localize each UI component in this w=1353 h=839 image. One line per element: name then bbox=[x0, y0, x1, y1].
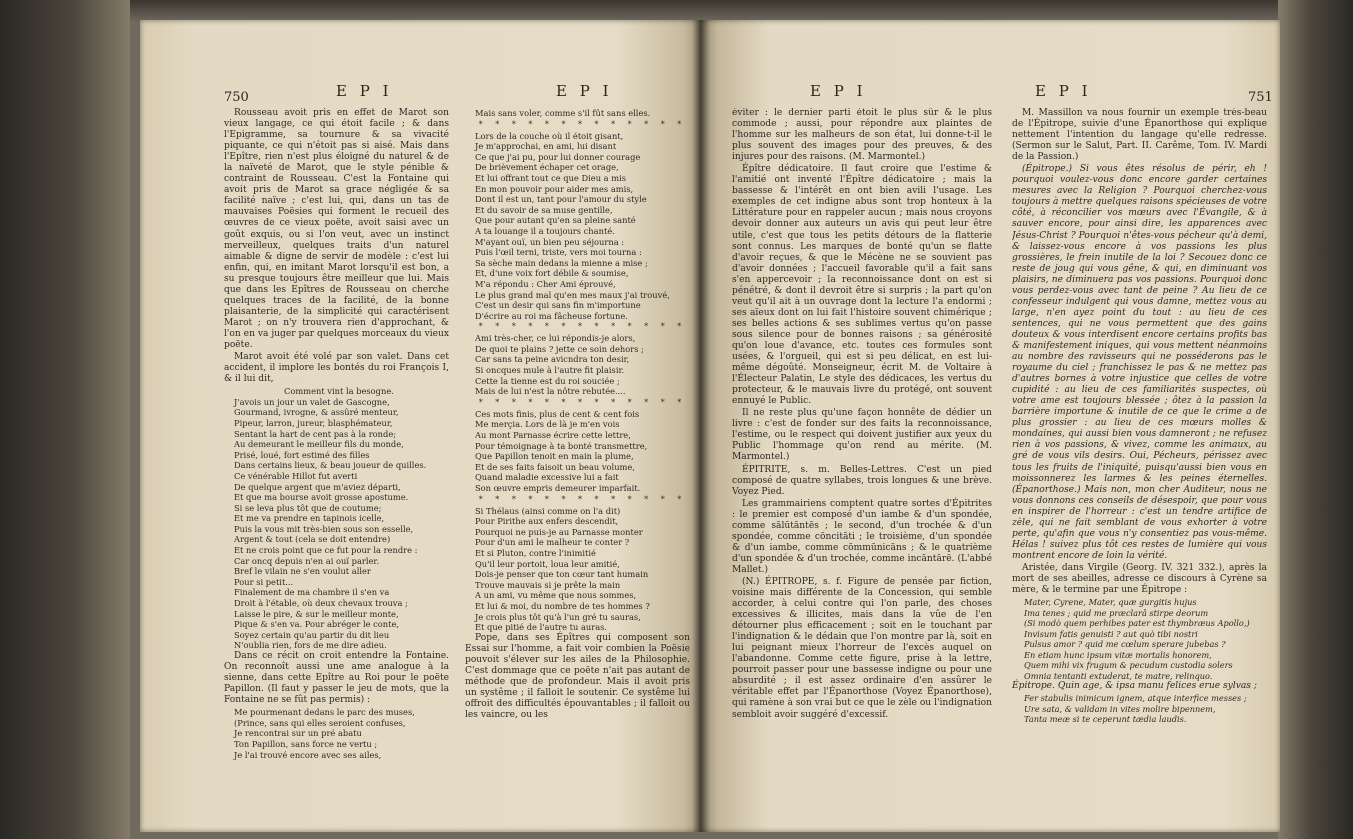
asterism-divider: * * * * * * * * * * * * * bbox=[478, 494, 687, 504]
verse-line: De quoi te plains ? jette ce soin dehors ; bbox=[475, 343, 644, 354]
verse-line: Pipeur, larron, jureur, blasphémateur, bbox=[234, 417, 393, 428]
verse-line: Soyez certain qu'au partir du dit lieu bbox=[234, 629, 390, 640]
verse-line: Dans certains lieux, & beau joueur de quilles. bbox=[234, 460, 427, 471]
paragraph: Marot avoit été volé par son valet. Dans cet accident, il implore les bontés du roi François I, & il lui dit, bbox=[224, 352, 449, 385]
verse-line: Et ne crois point que ce fut pour la rendre : bbox=[234, 545, 418, 556]
verse-line: Pourquoi ne puis-je au Parnasse monter bbox=[475, 526, 643, 537]
right-header-1: E P I bbox=[810, 82, 867, 100]
right-column-2 bbox=[1012, 108, 1267, 832]
verse-line: Puis l'œil terni, triste, vers moi tourna : bbox=[475, 247, 642, 258]
verse-line: Ces mots finis, plus de cent & cent fois bbox=[475, 408, 640, 419]
verse-line: Je l'ai trouvé encore avec ses ailes, bbox=[234, 749, 382, 760]
verse-line: Gourmand, ivrogne, & assûré menteur, bbox=[234, 407, 399, 418]
latin-line: Omnia tentanti extuderat, te matre, relinquo. bbox=[1024, 670, 1213, 681]
latin-line: Ima tenes ; quid me præclarâ stirpe deorum bbox=[1024, 607, 1209, 618]
paragraph: Dans ce récit on croit entendre la Fontaine. On reconnoît aussi une ame analogue à la sienne, dans cette Epître au Roi pour le poëte Papillon. (Il faut y passer le jeu de mots, que la Fontaine ne se fût pas permis) : bbox=[224, 651, 449, 706]
verse-line: Que Papillon tenoit en main la plume, bbox=[475, 451, 634, 462]
verse-line: Pour Pirithe aux enfers descendit, bbox=[475, 516, 619, 527]
latin-line: Ure sata, & validam in vites molire bipennem, bbox=[1024, 703, 1216, 714]
right-column-1 bbox=[732, 108, 992, 832]
verse-line: Et que ma bourse avoit grosse apostume. bbox=[234, 492, 409, 503]
latin-quotation bbox=[1012, 597, 1267, 681]
verse-line: Bref le vilain ne s'en voulut aller bbox=[234, 566, 371, 577]
asterism-divider: * * * * * * * * * * * * * bbox=[478, 119, 687, 129]
verse-line: Quand maladie excessive lui a fait bbox=[475, 472, 619, 483]
verse-line: Prisé, loué, fort estimé des filles bbox=[234, 449, 370, 460]
verse-line: Droit à l'étable, où deux chevaux trouva ; bbox=[234, 598, 408, 609]
left-header-2: E P I bbox=[556, 82, 613, 100]
scan-background-top bbox=[0, 0, 1353, 22]
verse-line: M'ayant ouï, un bien peu séjourna : bbox=[475, 236, 625, 247]
verse-line: Au mont Parnasse écrire cette lettre, bbox=[475, 430, 631, 441]
right-folio: 751 bbox=[1248, 90, 1273, 105]
verse-line: Me pourmenant dedans le parc des muses, bbox=[234, 707, 415, 718]
verse-line: (Prince, sans qui elles seroient confuses, bbox=[234, 717, 406, 728]
left-column-2 bbox=[465, 108, 690, 832]
left-folio: 750 bbox=[224, 90, 249, 105]
verse-line: Et lui & moi, du nombre de tes hommes ? bbox=[475, 600, 650, 611]
verse-line: Son œuvre empris demeurer imparfait. bbox=[475, 483, 641, 493]
paragraph: Pope, dans ses Épîtres qui composent son Essai sur l'homme, a fait voir combien la Poësie pouvoit s'élever sur les ailes de la Philosophie. C'est dommage que ce poëte n'ait pas autant de méthode que de profondeur. Mais il avoit pris un systême ; il falloit le soutenir. Ce systême lui offroit des difficultés épouvantables ; il falloit ou les vaincre, ou les bbox=[465, 632, 690, 721]
left-header-1: E P I bbox=[336, 82, 393, 100]
paragraph: Il ne reste plus qu'une façon honnête de dédier un livre : c'est de fonder sur des faits la reconnoissance, l'estime, ou le respect qui doivent justifier aux yeux du Public l'hommage qu'on rend au mérite. (M. Marmontel.) bbox=[732, 408, 992, 463]
verse-line: A un ami, vu même que nous sommes, bbox=[475, 590, 637, 601]
verse-line: Finalement de ma chambre il s'en va bbox=[234, 587, 390, 598]
verse-line: Je crois plus tôt qu'à l'un gré tu sauras, bbox=[475, 611, 641, 622]
right-page bbox=[700, 20, 1280, 832]
verse-line: Car oncq depuis n'en ai ouï parler. bbox=[234, 555, 380, 566]
verse-line: Et si Pluton, contre l'inimitié bbox=[475, 547, 596, 558]
verse-line: En mon pouvoir pour aider mes amis, bbox=[475, 183, 634, 194]
verse-line: Et du savoir de sa muse gentille, bbox=[475, 204, 613, 215]
verse-line: A ta louange il a toujours chanté. bbox=[475, 225, 615, 236]
book-edge-right bbox=[1278, 0, 1353, 839]
verse-block bbox=[465, 108, 690, 633]
latin-line: Invisum fatis genuisti ? aut quò tibi nostri bbox=[1024, 628, 1198, 639]
verse-line: Je m'approchai, en ami, lui disant bbox=[475, 141, 617, 152]
latin-line: Quem mihi vix frugum & pecudum custodia solers bbox=[1024, 660, 1233, 671]
verse-line: Ami très-cher, ce lui répondis-je alors, bbox=[475, 333, 636, 344]
paragraph: Épitrope. Quin age, & ipsa manu felices erue sylvas ; bbox=[1012, 681, 1257, 692]
latin-line: (Si modò quem perhibes pater est thymbræus Apollo,) bbox=[1024, 618, 1250, 629]
verse-line: Trouve mauvais si je prête la main bbox=[475, 579, 621, 590]
verse-line: Me merçia. Lors de là je m'en vois bbox=[475, 419, 620, 430]
verse-line: Comment vint la besogne. bbox=[284, 386, 394, 397]
asterism-divider: * * * * * * * * * * * * * bbox=[478, 397, 687, 407]
paragraph: Les grammairiens comptent quatre sortes d'Épitrites : le premier est composé d'un iambe & d'un spondée, comme sālūtāntēs ; le second, d'un trochée & d'un spondée, comme cōncitāti ; le troisième, d'un spondée & d'un iambe, comme cōmmūnicāns ; & le quatrième d'un spondée & d'un trochée, comme incāntārē. (L'abbé Mallet.) bbox=[732, 498, 992, 575]
verse-line: Puis la vous mit très-bien sous son esselle, bbox=[234, 523, 414, 534]
verse-line: Le plus grand mal qu'en mes maux j'ai trouvé, bbox=[475, 289, 670, 300]
verse-line: Pique & s'en va. Pour abréger le conte, bbox=[234, 619, 400, 630]
verse-line: Mais sans voler, comme s'il fût sans elles. bbox=[475, 108, 651, 118]
verse-line: Si Thélaus (ainsi comme on l'a dit) bbox=[475, 505, 621, 516]
asterism-divider: * * * * * * * * * * * * * bbox=[478, 322, 687, 332]
verse-line: Sentant la hart de cent pas à la ronde; bbox=[234, 428, 397, 439]
verse-line: C'est un desir qui sans fin m'importune bbox=[475, 300, 641, 311]
latin-line: Fer stabulis inimicum ignem, atque interfice messes ; bbox=[1024, 693, 1247, 704]
verse-line: Car sans ta peine avicndra ton desir, bbox=[475, 354, 630, 365]
book-gutter bbox=[692, 20, 710, 832]
paragraph: (N.) ÉPITROPE, s. f. Figure de pensée par fiction, voisine mais différente de la Concession, qui semble accorder, à celui contre qui l'on parle, des choses excessives & illicites, mais dans la vûe de l'en détourner plus efficacement ; soit en le touchant par l'indignation & le dédain que l'on montre par là, soit en lui peignant mieux l'horreur de l'excès auquel on l'abandonne. Comme cette figure, prise à la lettre, pourroit passer pour une bassesse indigne ou pour une absurdité ; il est assez ordinaire d'en assûrer le véritable effet par l'Épanorthose (Voyez Épanorthose), qui ramène à son vrai but ce que le zèle ou l'indignation sembloit avoir suggéré d'excessif. bbox=[732, 576, 992, 720]
latin-line: Tanta meæ si te ceperunt tædia laudis. bbox=[1024, 714, 1187, 725]
verse-line: Ce que j'ai pu, pour lui donner courage bbox=[475, 151, 641, 162]
right-header-2: E P I bbox=[1035, 82, 1092, 100]
verse-line: Je rencontrai sur un pré abatu bbox=[234, 728, 362, 739]
latin-line: En etiam hunc ipsum vitæ mortalis honorem, bbox=[1024, 649, 1212, 660]
latin-line: Mater, Cyrene, Mater, quæ gurgitis hujus bbox=[1024, 597, 1197, 608]
book-edge-left bbox=[0, 0, 130, 839]
verse-line: D'écrire au roi ma fâcheuse fortune. bbox=[475, 310, 628, 321]
left-page bbox=[140, 20, 700, 832]
paragraph: (Épitrope.) Si vous êtes résolus de périr, eh ! pourquoi voulez-vous donc encore garder certaines mesures avec la Religion ? Pourquoi cherchez-vous toujours à mettre quelques raisons spécieuses de votre côté, à réconcilier vos mœurs avec l'Évangile, & à sauver encore, pour ainsi dire, les apparences avec Jésus-Christ ? Pourquoi n'êtes-vous pécheur qu'à demi, & laissez-vous encore à vos passions les plus grossières, le frein inutile de la loi ? Secouez donc ce reste de joug qui vous gêne, & qui, en diminuant vos plaisirs, ne diminuera pas vos passions. Pourquoi donc vous perdez-vous avec tant de peine ? Au lieu de ce confesseur indulgent qui vous damne, mettez vous au large, n'en ayez point du tout : au lieu de ces sentences, qui ne vous permettent que des gains douteux & vous interdisent encore certains profits bas & manifestement iniques, qui vous mettent néanmoins au nombre des ravisseurs qui ne posséderons pas le royaume du ciel ; franchissez le pas & ne mettez pas d'autres bornes à votre injustice que celles de votre cupidité : au lieu de ces familiarités suspectes, où votre ame est toujours blessée ; ôtez à la passion la barrière importune & inutile de ce que le crime a de plus grossier : au lieu de ces mœurs molles & mondaines, qui aussi bien vous damneront ; ne refusez rien à vos passions, & vivez, comme les animaux, au gré de vous vils desirs. Oui, Pécheurs, périssez avec tous les fruits de l'iniquité, puisqu'aussi bien vous en moissonnerez les larmes & les peines éternelles. (Épanorthose.) Mais non, mon cher Auditeur, nous ne vous donnons ces conseils de désespoir, que pour vous en inspirer de l'horreur : c'est un tendre artifice de zèle, qui ne fait semblant de vous exhorter à votre perte, qu'afin que vous n'y consentiez pas vous-même. Hélas ! suivez plus tôt ces restes de lumière qui vous montrent encore de loin la vérité. bbox=[1012, 164, 1267, 561]
verse-line: Lors de la couche où il étoit gisant, bbox=[475, 130, 624, 141]
verse-line: Argent & tout (cela se doit entendre) bbox=[234, 534, 391, 545]
verse-line: Laisse le pire, & sur le meilleur monte, bbox=[234, 608, 399, 619]
verse-line: Et, d'une voix fort débile & soumise, bbox=[475, 268, 629, 279]
verse-line: Que pour autant qu'en sa pleine santé bbox=[475, 215, 636, 226]
verse-line: De brièvement échaper cet orage, bbox=[475, 162, 619, 173]
verse-line: Si oncques mule à l'autre fit plaisir. bbox=[475, 365, 625, 376]
paragraph: Rousseau avoit pris en effet de Marot son vieux langage, ce qui étoit facile ; & dans l'Epigramme, sa tournure & sa vivacité piquante, ce qui n'étoit pas si aisé. Mais dans l'Epître, rien n'est plus éloigné du naturel & de la naïveté de Marot, que le style pénible & contraint de Rousseau. C'est la Fontaine qui avoit pris de Marot sa grace négligée & sa facilité naïve ; c'est lui, qui, dans un tas de mauvaises Poësies qui forment le recueil des œuvres de ce vieux poëte, avoit saisi avec un goût exquis, ou si l'on veut, avec un instinct merveilleux, quelques traits d'un naturel aimable & digne de servir de modèle : c'est lui enfin, qui, en imitant Marot lorsqu'il est bon, a su presque toujours être meilleur que lui. Mais que dans les Epîtres de Rousseau on cherche quelques traces de la facilité, de la bonne plaisanterie, de la simplicité qui caractérisent Marot ; on n'y trouvera rien d'approchant, & l'on en va juger par quelques morceaux du vieux poëte. bbox=[224, 108, 449, 350]
verse-block bbox=[224, 707, 449, 760]
verse-line: Si se leva plus tôt que de coutume; bbox=[234, 502, 382, 513]
verse-line: Mais de lui n'est la nôtre rebutée.... bbox=[475, 386, 626, 397]
verse-line: Ton Papillon, sans force ne vertu ; bbox=[234, 739, 378, 750]
verse-line: Ce vénérable Hillot fut averti bbox=[234, 470, 358, 481]
verse-line: Cette la tienne est du roi souciée ; bbox=[475, 375, 620, 386]
verse-line: Au demeurant le meilleur fils du monde, bbox=[234, 439, 404, 450]
verse-line: Pour si petit... bbox=[234, 576, 294, 587]
verse-line: Dont il est un, tant pour l'amour du style bbox=[475, 194, 647, 205]
latin-quotation bbox=[1012, 693, 1267, 725]
paragraph: Aristée, dans Virgile (Georg. IV. 321 332.), après la mort de ses abeilles, adresse ce discours à Cyrène sa mère, & le termine par une Épitrope : bbox=[1012, 562, 1267, 596]
verse-line: Et que pitié de l'autre tu auras. bbox=[475, 622, 608, 633]
verse-line: Qu'il leur portoit, loua leur amitié, bbox=[475, 558, 620, 569]
verse-line: Pour d'un ami le malheur te conter ? bbox=[475, 537, 630, 548]
verse-line: N'oublia rien, fors de me dire adieu. bbox=[234, 640, 387, 651]
paragraph: Épître dédicatoire. Il faut croire que l'estime & l'amitié ont inventé l'Épître dédicatoire ; mais la bassesse & l'intérêt en ont bien avili l'usage. Les exemples de cet indigne abus sont trop honteux à la Littérature pour en rappeler aucun ; mais nous croyons devoir donner aux auteurs un avis qui peut leur être utile, c'est que tous les petits détours de la flatterie sont connus. Les marques de bonté qu'un se flatte d'avoir reçues, & que le Mécène ne se souvient pas d'avoir données ; l'accueil favorable qu'il a fait sans s'en appercevoir ; la reconnoissance dont on est si pénétré, & dont il devroit être si surpris ; la part qu'on veut qu'il ait à un ouvrage dont la lecture l'a endormi ; ses aïeux dont on lui fait l'histoire souvent chimérique ; ses belles actions & ses sublimes vertus qu'on passe sous silence pour de bonnes raisons ; sa générosité qu'on loue d'avance, etc. toutes ces formules sont usées, & l'orgueil, qui est si peu délicat, en est lui-même dégoûté. Monseigneur, écrit M. de Voltaire à l'Électeur Palatin, Le style des dédicaces, les vertus du protecteur, & le mauvais livre du protégé, ont souvent ennuyé le Public. bbox=[732, 164, 992, 407]
verse-line: Sa sèche main dedans la mienne a mise ; bbox=[475, 257, 648, 268]
verse-line: J'avois un jour un valet de Gascogne, bbox=[234, 396, 390, 407]
verse-line: M'a répondu : Cher Ami éprouvé, bbox=[475, 278, 616, 289]
verse-line: De quelque argent que m'aviez départi, bbox=[234, 481, 401, 492]
paragraph: M. Massillon va nous fournir un exemple très-beau de l'Épitrope, suivie d'une Épanorthose qui explique nettement l'intention du langage qu'elle redresse. (Sermon sur le Salut, Part. II. Carême, Tom. IV. Mardi de la Passion.) bbox=[1012, 108, 1267, 163]
left-column-1 bbox=[224, 108, 449, 832]
verse-line: Dois-je penser que ton cœur tant humain bbox=[475, 569, 649, 580]
verse-line: Et me va prendre en tapinois icelle, bbox=[234, 513, 385, 524]
verse-block bbox=[224, 386, 449, 651]
paragraph: ÉPITRITE, s. m. Belles-Lettres. C'est un pied composé de quatre syllabes, trois longues & une brève. Voyez Pied. bbox=[732, 464, 992, 497]
verse-line: Et lui offrant tout ce que Dieu a mis bbox=[475, 172, 627, 183]
verse-line: Pour témoignage à ta bonté transmettre, bbox=[475, 440, 648, 451]
paragraph: éviter : le dernier parti étoit le plus sûr & le plus commode ; aussi, pour répondre aux plaintes de l'homme sur les malheurs de son état, lui donne-t-il le plus souvent des images pour des preuves, & des injures pour des raisons. (M. Marmontel.) bbox=[732, 108, 992, 163]
latin-line: Pulsus amor ? quid me cœlum sperare jubebas ? bbox=[1024, 639, 1226, 650]
verse-line: Et de ses faits faisoit un beau volume, bbox=[475, 461, 635, 472]
